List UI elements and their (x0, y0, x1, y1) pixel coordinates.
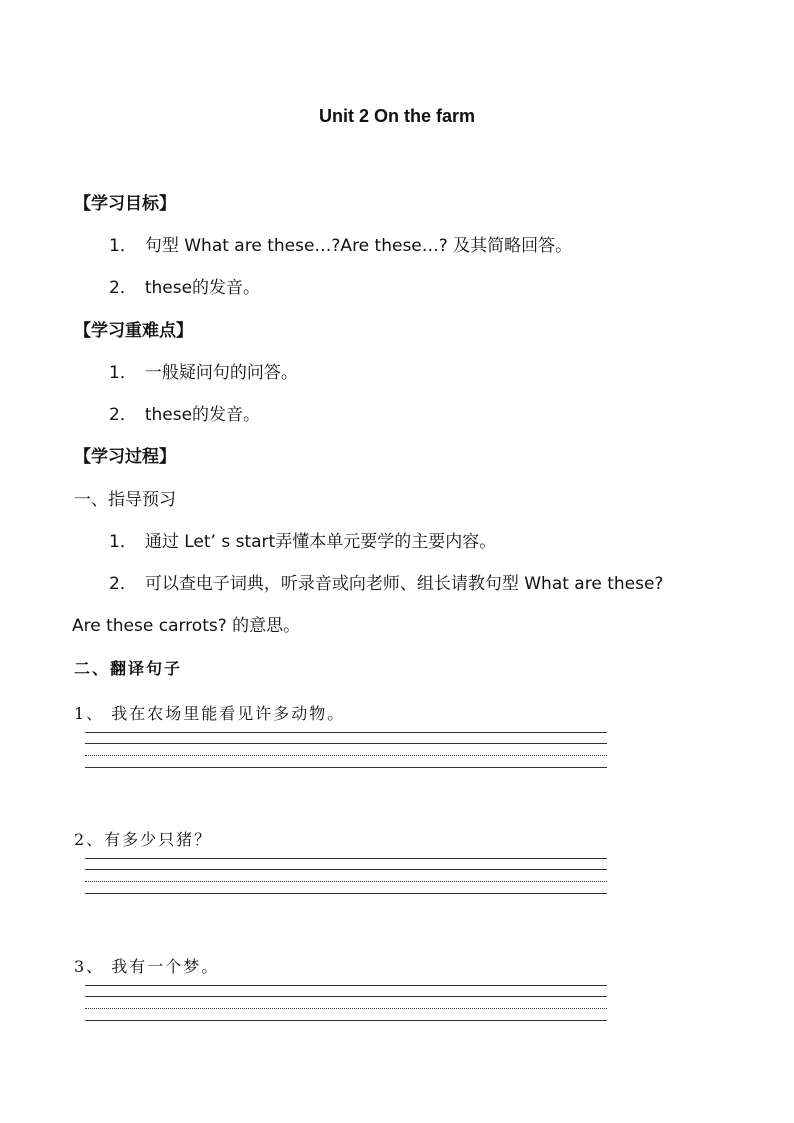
writing-line (85, 743, 607, 744)
objective-item-2 (109, 277, 260, 299)
writing-line (85, 985, 607, 986)
writing-line-dotted (85, 755, 607, 756)
writing-line (85, 767, 607, 768)
translation-question-3: 3、 我有一个梦。 (74, 957, 220, 976)
writing-lines-1[interactable] (85, 732, 607, 770)
writing-line-dotted (85, 881, 607, 882)
translation-question-1: 1、 我在农场里能看见许多动物。 (74, 704, 346, 723)
key-point-item-1 (109, 362, 298, 384)
preview-item-2 (109, 573, 663, 595)
writing-lines-2[interactable] (85, 858, 607, 896)
key-point-item-1-number: 1． (109, 363, 137, 383)
writing-line (85, 869, 607, 870)
objective-item-1-text: 句型 What are these…?Are these…? 及其简略回答。 (144, 236, 573, 256)
key-points-heading: 【学习重难点】 (74, 321, 193, 341)
key-point-item-2 (109, 404, 260, 426)
writing-line (85, 858, 607, 859)
objective-item-1 (109, 235, 572, 257)
writing-line (85, 996, 607, 997)
preview-item-1-text: 通过 Let’ s start弄懂本单元要学的主要内容。 (144, 532, 497, 552)
writing-line (85, 893, 607, 894)
writing-lines-3[interactable] (85, 985, 607, 1023)
document-title: Unit 2 On the farm (318, 106, 475, 126)
objectives-heading: 【学习目标】 (74, 194, 176, 214)
preview-item-2-number: 2． (109, 574, 137, 594)
writing-line-dotted (85, 1008, 607, 1009)
writing-line (85, 1020, 607, 1021)
preview-item-1-number: 1． (109, 532, 137, 552)
process-heading: 【学习过程】 (74, 447, 176, 467)
writing-line (85, 732, 607, 733)
objective-item-1-number: 1． (109, 236, 137, 256)
key-point-item-2-number: 2． (109, 405, 137, 425)
preview-heading: 一、指导预习 (74, 490, 176, 510)
preview-item-2-text-line1: 可以查电子词典，听录音或向老师、组长请教句型 What are these? (144, 574, 664, 594)
key-point-item-2-text: these的发音。 (144, 405, 261, 425)
preview-item-1 (109, 531, 496, 553)
objective-item-2-number: 2． (109, 278, 137, 298)
key-point-item-1-text: 一般疑问句的问答。 (144, 363, 298, 383)
translation-question-2: 2、有多少只猪？ (74, 830, 213, 849)
translation-heading: 二、翻译句子 (74, 659, 183, 678)
preview-item-2-text-line2: Are these carrots? 的意思。 (72, 616, 301, 636)
objective-item-2-text: these的发音。 (144, 278, 261, 298)
